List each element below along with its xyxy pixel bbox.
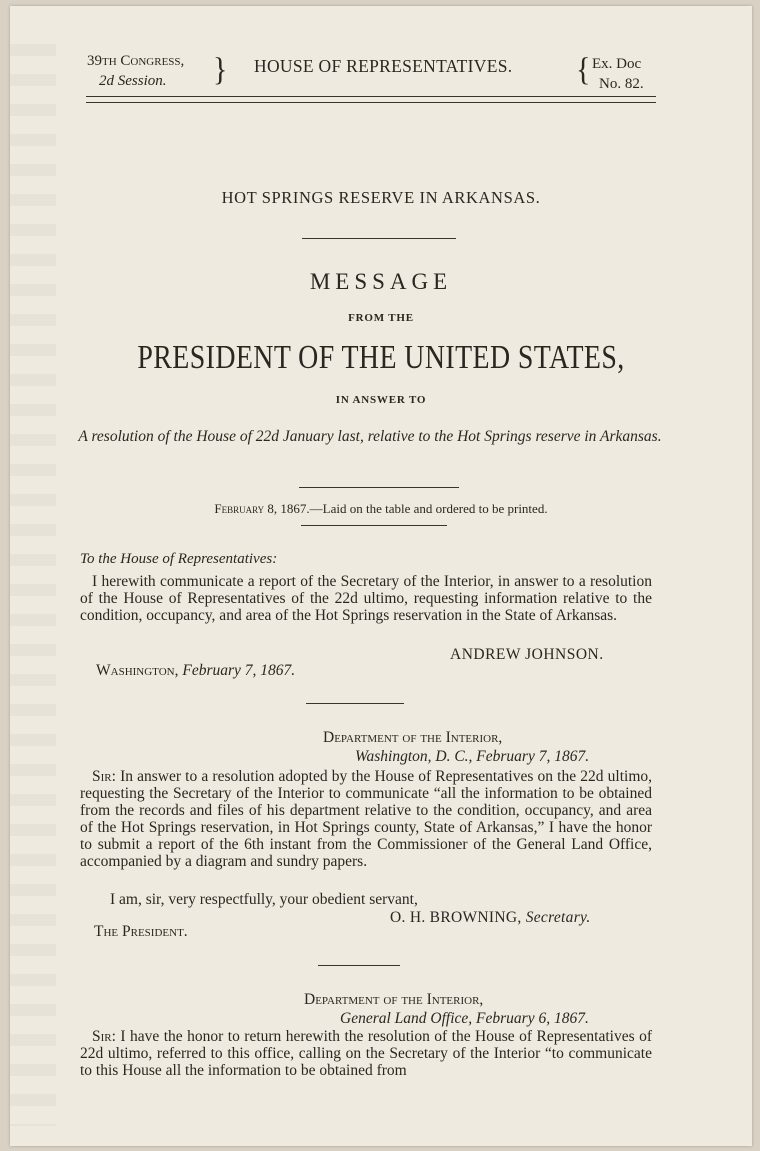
header-double-rule (86, 96, 656, 103)
house-label: HOUSE OF REPRESENTATIVES. (254, 56, 513, 76)
filing-note (10, 501, 752, 517)
filing-date: February 8, 1867. (214, 501, 310, 516)
letter1-place: Washington, (96, 662, 179, 679)
message-heading: MESSAGE (309, 269, 453, 294)
letter3-body: I have the honor to return herewith the resolution of the House of Representatives of 22d ultimo, referred to this office, calling on the Secretary of the Interior “to communicate to this House all the information to be obtained from (80, 1028, 652, 1079)
document-title: HOT SPRINGS RESERVE IN ARKANSAS. (221, 188, 541, 207)
divider-rule (318, 965, 400, 966)
letter2-salutation: Sir: (92, 768, 116, 785)
letter2-signature: O. H. BROWNING, (390, 909, 522, 926)
divider-rule (301, 525, 447, 526)
brace-left-icon: } (213, 51, 228, 88)
divider-rule (306, 703, 404, 704)
letter2-closing: I am, sir, very respectfully, your obedient servant, (110, 891, 418, 908)
letter1-salutation: To the House of Representatives: (80, 551, 278, 567)
filing-text: —Laid on the table and ordered to be printed. (309, 501, 548, 516)
letter2-body: In answer to a resolution adopted by the House of Representatives on the 22d ultimo, requesting the Secretary of the Interior to communicate “all the information to be obtained from the records and files of his department relative to the condition, occupancy, and area of the Hot Springs reservation, in Hot Springs county, State of Arkansas,” I have the honor to submit a report of the 6th instant from the Commissioner of the General Land Office, accompanied by a diagram and sundry papers. (80, 768, 653, 870)
document-page (10, 6, 752, 1146)
letter2-title: Secretary. (525, 909, 591, 926)
letter2-addressee: The President. (94, 923, 188, 940)
letter2-department: Department of the Interior, (323, 729, 503, 746)
letter2-signature-line (390, 909, 591, 927)
congress-label: 39th Congress, (87, 53, 185, 69)
in-answer-label: IN ANSWER TO (335, 394, 427, 406)
from-label: FROM THE (348, 312, 414, 324)
brace-right-icon: { (576, 51, 591, 88)
letter2-body-block (80, 768, 652, 870)
doc-type-label: Ex. Doc (592, 56, 642, 72)
letter1-signature: ANDREW JOHNSON. (450, 646, 604, 663)
letter3-body-block (80, 1028, 652, 1079)
letter1-dateline (96, 662, 295, 680)
resolution-subtitle: A resolution of the House of 22d January last, relative to the Hot Springs reserve in Arkansas. (78, 428, 662, 445)
divider-rule (302, 238, 456, 239)
letter1-body: I herewith communicate a report of the Secretary of the Interior, in answer to a resolution of the House of Representatives of the 22d ultimo, requesting information relative to the condition, occupancy, and area of the Hot Springs reservation in the State of Arkansas. (80, 573, 652, 624)
letter2-location: Washington, D. C., February 7, 1867. (355, 748, 590, 765)
letter3-salutation: Sir: (92, 1028, 116, 1045)
letter3-department: Department of the Interior, (304, 991, 484, 1008)
doc-number-label: No. 82. (599, 76, 644, 92)
session-label: 2d Session. (99, 73, 167, 89)
president-heading: PRESIDENT OF THE UNITED STATES, (137, 339, 625, 376)
divider-rule (299, 487, 459, 488)
letter1-date: February 7, 1867. (182, 662, 296, 679)
letter3-location: General Land Office, February 6, 1867. (340, 1010, 589, 1027)
